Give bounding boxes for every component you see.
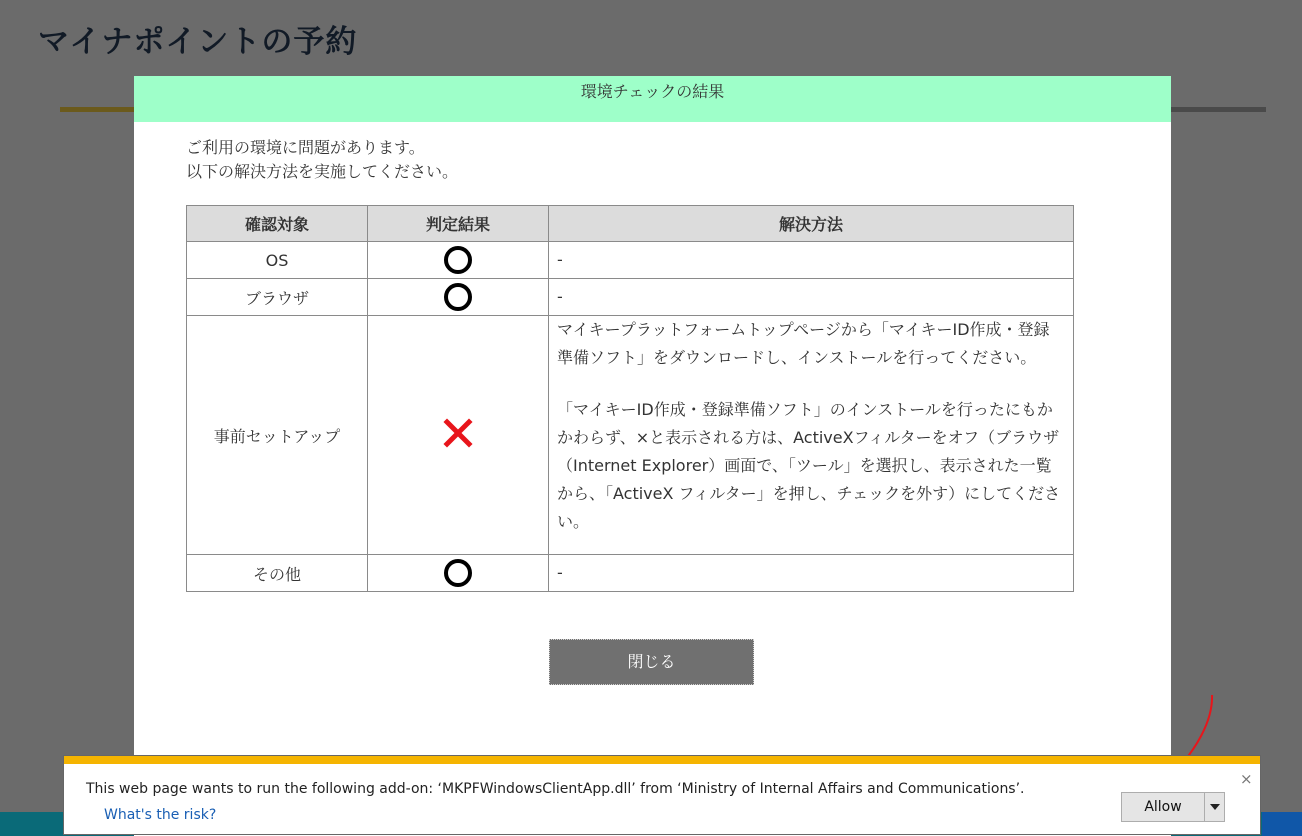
addon-notification-bar bbox=[63, 755, 1261, 835]
solution-paragraph-1: マイキープラットフォームトップページから「マイキーID作成・登録準備ソフト」をダウンロードし、インストールを行ってください。 bbox=[557, 320, 1050, 367]
row-solution bbox=[549, 316, 1074, 555]
notification-accent-strip bbox=[64, 756, 1260, 764]
allow-dropdown-button[interactable] bbox=[1205, 793, 1224, 821]
title-underline-accent bbox=[60, 107, 140, 112]
allow-button[interactable]: Allow bbox=[1122, 793, 1205, 821]
row-solution: - bbox=[549, 555, 1074, 592]
row-target: 事前セットアップ bbox=[187, 316, 368, 555]
header-target: 確認対象 bbox=[187, 206, 368, 242]
results-table bbox=[186, 205, 1074, 592]
row-result bbox=[368, 279, 549, 316]
circle-ok-icon bbox=[444, 246, 472, 274]
environment-check-modal bbox=[134, 76, 1171, 836]
title-underline-rest bbox=[1170, 107, 1266, 112]
modal-intro bbox=[186, 136, 458, 184]
table-row bbox=[187, 555, 1074, 592]
row-target: ブラウザ bbox=[187, 279, 368, 316]
background-footer-bar-end bbox=[1262, 812, 1302, 836]
whats-the-risk-link[interactable]: What's the risk? bbox=[104, 807, 217, 823]
solution-paragraph-2: 「マイキーID作成・登録準備ソフト」のインストールを行ったにもかかわらず、×と表示される方は、ActiveXフィルターをオフ（ブラウザ（Internet Explorer）画面で、「ツール」を選択し、表示された一覧から、「ActiveX フィルター」を押し、チェックを外す）にしてください。 bbox=[557, 400, 1061, 531]
table-header-row bbox=[187, 206, 1074, 242]
intro-line-1: ご利用の環境に問題があります。 bbox=[186, 138, 425, 157]
row-solution: - bbox=[549, 279, 1074, 316]
row-result bbox=[368, 316, 549, 555]
modal-header: 環境チェックの結果 bbox=[134, 76, 1171, 122]
circle-ok-icon bbox=[444, 283, 472, 311]
chevron-down-icon bbox=[1210, 804, 1220, 810]
row-target: OS bbox=[187, 242, 368, 279]
table-row bbox=[187, 316, 1074, 555]
header-solution: 解決方法 bbox=[549, 206, 1074, 242]
header-result: 判定結果 bbox=[368, 206, 549, 242]
table-row bbox=[187, 279, 1074, 316]
row-result bbox=[368, 242, 549, 279]
row-result bbox=[368, 555, 549, 592]
allow-split-button bbox=[1121, 792, 1225, 822]
circle-ok-icon bbox=[444, 559, 472, 587]
row-target: その他 bbox=[187, 555, 368, 592]
row-solution: - bbox=[549, 242, 1074, 279]
cross-ng-icon bbox=[443, 418, 473, 452]
intro-line-2: 以下の解決方法を実施してください。 bbox=[186, 162, 459, 181]
close-button[interactable]: 閉じる bbox=[549, 639, 754, 685]
table-row bbox=[187, 242, 1074, 279]
notification-message: This web page wants to run the following add-on: ‘MKPFWindowsClientApp.dll’ from ‘Ministry of Internal Affairs and Communications’. bbox=[86, 781, 1025, 797]
close-icon[interactable]: × bbox=[1240, 770, 1253, 788]
page-title: マイナポイントの予約 bbox=[38, 24, 358, 60]
